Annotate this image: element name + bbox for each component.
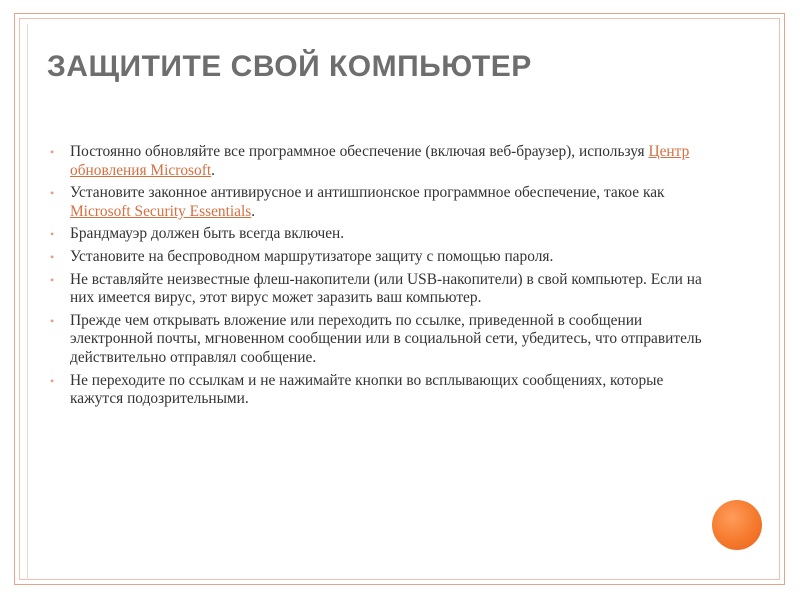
bullet-text: Установите на беспроводном маршрутизаторе защиту с помощью пароля. [70, 247, 554, 265]
bullet-text-end: . [251, 202, 256, 220]
bullet-dot-icon: • [50, 249, 55, 264]
bullet-text-end: . [211, 161, 215, 179]
bullet-text: Не вставляйте неизвестные флеш-накопители (или USB-накопители) в свой компьютер. Если на них имеется вирус, этот вирус может заразить ваш компьютер. [70, 270, 702, 307]
bullet-dot-icon: • [50, 145, 55, 159]
bullet-item [50, 312, 710, 368]
bullet-item [50, 248, 710, 267]
bullet-text: Постоянно обновляйте все программное обеспечение (включая веб-браузер), используя [70, 143, 649, 160]
bullet-dot-icon: • [50, 186, 55, 201]
bullet-text: Прежде чем открывать вложение или переходить по ссылке, приведенной в сообщении электронной почты, мгновенном сообщении или в социальной сети, убедитесь, что отправитель действительно отправлял сообщение. [70, 311, 702, 366]
bullet-item [50, 225, 710, 244]
bullet-dot-icon: • [50, 313, 55, 328]
bullet-text: Не переходите по ссылкам и не нажимайте кнопки во всплывающих сообщениях, которые кажутся подозрительными. [70, 371, 664, 408]
bullet-item [50, 271, 710, 308]
bullet-text: Установите законное антивирусное и антишпионское программное обеспечение, такое как [70, 184, 665, 202]
bullet-item [50, 372, 710, 409]
slide-title: ЗАЩИТИТЕ СВОЙ КОМПЬЮТЕР [47, 50, 532, 83]
windows-update-link[interactable]: Центр обновления Microsoft [70, 143, 690, 179]
slide-frame-rule [27, 24, 28, 580]
orange-circle-decoration [712, 500, 762, 550]
bullet-dot-icon: • [50, 272, 55, 287]
bullet-dot-icon: • [50, 373, 55, 388]
bullet-dot-icon: • [50, 227, 55, 242]
security-essentials-link[interactable]: Microsoft Security Essentials [70, 202, 252, 220]
bullet-text: Брандмауэр должен быть всегда включен. [70, 225, 345, 243]
bullet-item [50, 143, 710, 180]
bullet-list [50, 143, 710, 413]
bullet-item [50, 184, 710, 221]
